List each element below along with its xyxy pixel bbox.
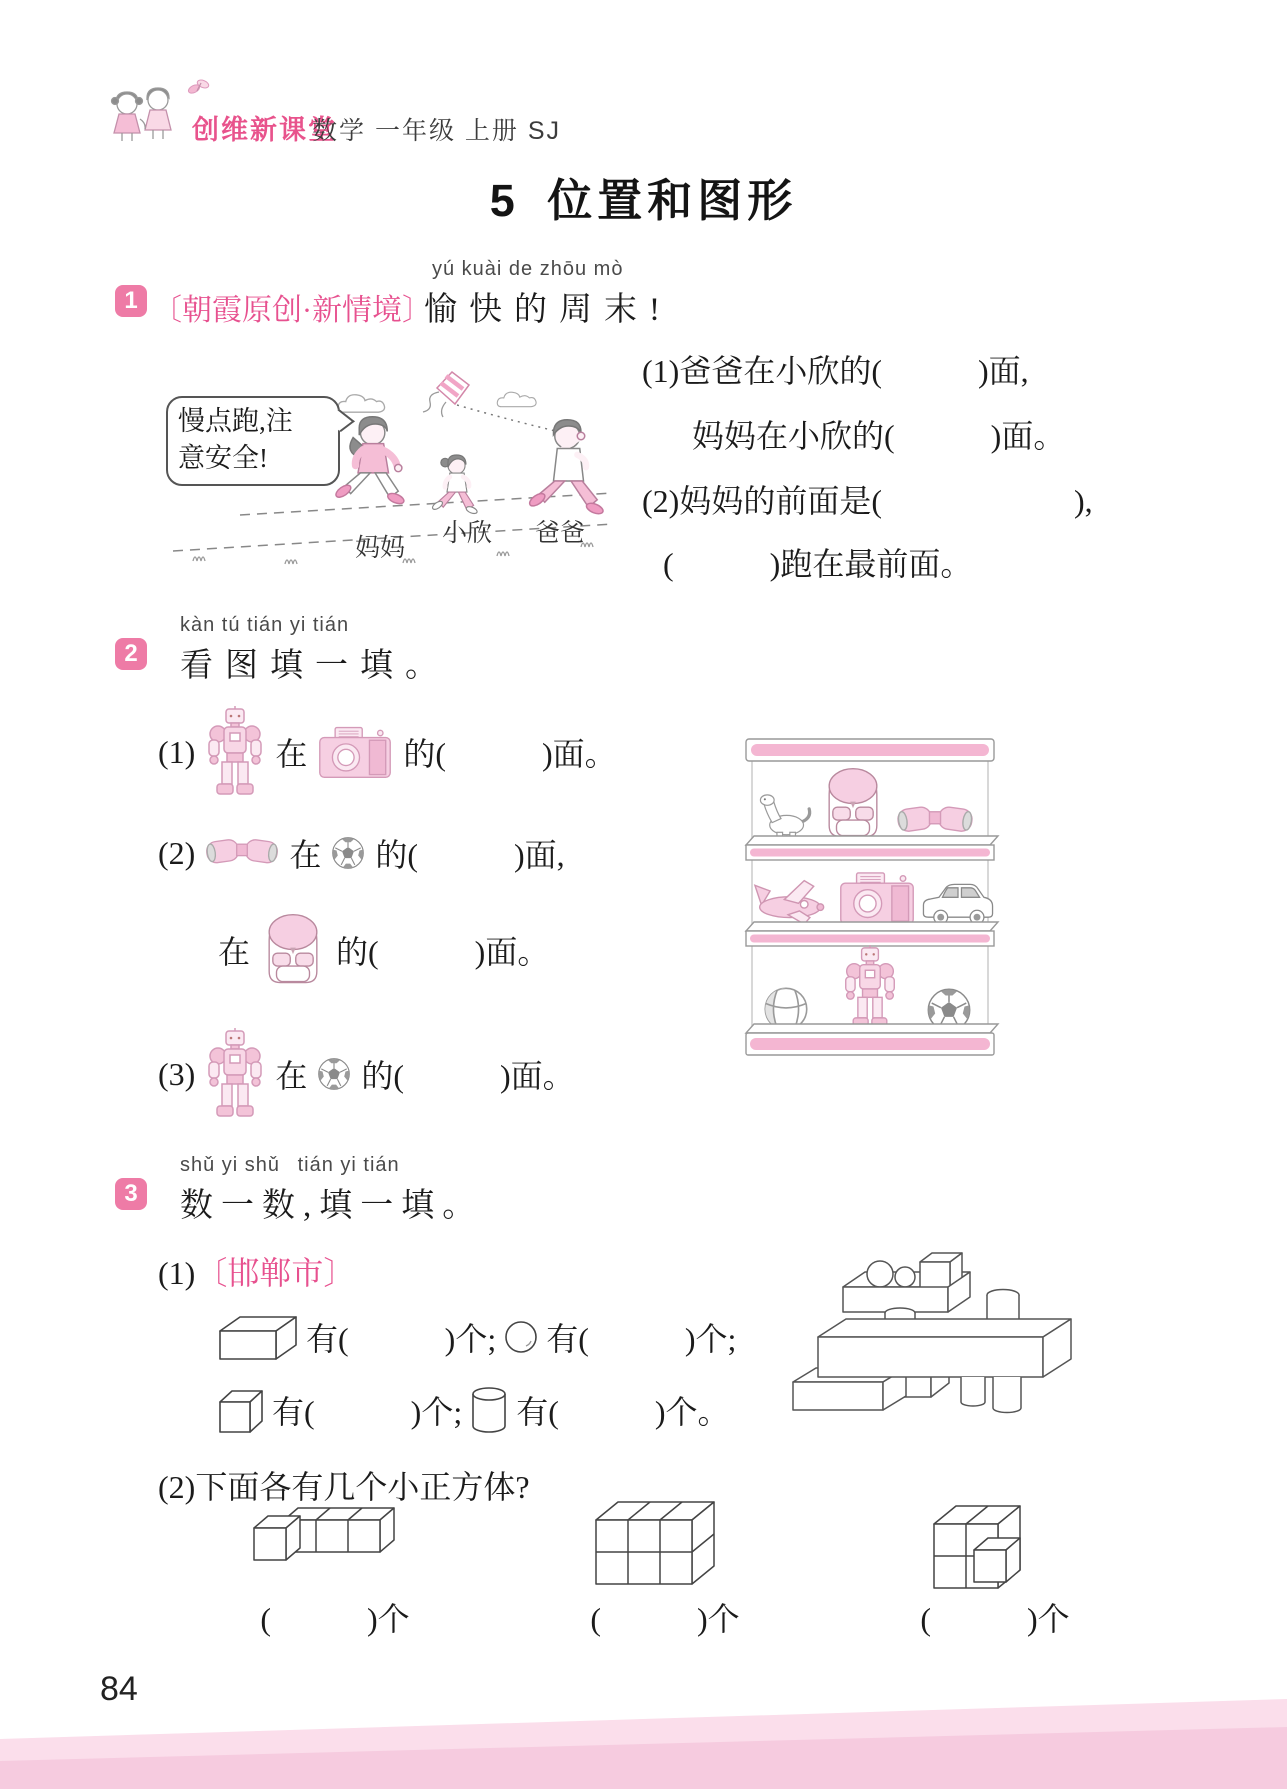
q2-row2	[158, 830, 565, 876]
q3-seg1: 有( )个;	[306, 1321, 497, 1357]
q3-part1-num: (1)	[158, 1255, 196, 1291]
page-title: 5 位置和图形	[489, 175, 798, 226]
camera-icon	[841, 873, 913, 924]
q3-shapes-row1	[218, 1313, 736, 1361]
binoculars-icon	[897, 806, 974, 833]
robot-icon	[205, 706, 265, 798]
robot-icon	[205, 1028, 265, 1120]
q3-count-c: ( )个	[920, 1601, 1070, 1637]
q1-sub1-line2: 妈妈在小欣的( )面。	[692, 418, 1066, 454]
q2-row4	[158, 1028, 575, 1120]
speech-bubble-line2: 意安全!	[178, 443, 268, 473]
runner-xin	[431, 455, 478, 515]
q2-row4-tail: 的( )面。	[361, 1058, 575, 1094]
q1-sub2-line2: ( )跑在最前面。	[663, 546, 973, 582]
building-blocks-figure	[788, 1212, 1123, 1447]
runner-dad	[528, 420, 605, 516]
speech-bubble	[166, 396, 340, 486]
q2-row2-num: (2)	[158, 834, 196, 871]
binoculars-icon	[205, 830, 279, 876]
cube-figure-c	[926, 1486, 1044, 1604]
backpack-icon	[260, 909, 326, 990]
q2-row3-conj: 在	[218, 933, 251, 970]
cuboid-icon	[218, 1313, 298, 1361]
brand-title: 创维新课堂	[192, 115, 337, 145]
backpack-icon	[829, 769, 877, 837]
q1-sub2-line1: (2)妈妈的前面是( ),	[642, 483, 1093, 519]
q3-count-a: ( )个	[260, 1601, 410, 1637]
butterfly-icon	[187, 79, 210, 95]
robot-icon	[846, 945, 895, 1027]
q3-part1-tag: 〔邯郸市〕	[195, 1255, 356, 1291]
q1-source-tag: 〔朝霞原创·新情境〕	[152, 294, 432, 327]
car-icon	[923, 884, 992, 924]
q3-part1-label	[158, 1248, 355, 1294]
q3-pinyin: shǔ yi shǔ tián yi tián	[180, 1154, 400, 1176]
q3-count-b: ( )个	[590, 1601, 740, 1637]
q2-heading: 看图填一填。	[180, 648, 450, 684]
q2-row4-num: (3)	[158, 1055, 196, 1092]
q1-heading: 愉快的周末!	[424, 292, 672, 328]
toy-shelf	[740, 733, 1000, 1069]
shelf-board	[746, 836, 998, 860]
q1-badge: 1	[115, 285, 147, 317]
sphere-icon	[504, 1320, 538, 1354]
dinosaur-icon	[760, 795, 809, 841]
q2-row2-conj: 在	[289, 837, 322, 873]
q2-pinyin: kàn tú tián yi tián	[180, 614, 350, 636]
cylinder-icon	[470, 1384, 508, 1436]
q2-row3-tail: 的( )面。	[336, 933, 550, 970]
q2-row1-tail: 的( )面。	[403, 736, 617, 772]
q3-part2-question: (2)下面各有几个小正方体?	[158, 1469, 530, 1505]
q3-shapes-row2	[218, 1384, 730, 1436]
page-number: 84	[100, 1670, 138, 1708]
q3-heading: 数一数,填一填。	[180, 1188, 484, 1224]
q3-seg3: 有( )个;	[272, 1394, 463, 1430]
runner-mom	[334, 417, 405, 506]
camera-icon	[317, 724, 393, 780]
airplane-icon	[755, 881, 824, 925]
shelf-base	[746, 1024, 998, 1055]
q2-row1-num: (1)	[158, 733, 196, 770]
cube-figure-b	[588, 1492, 723, 1597]
header-subject: 数学 一年级 上册 SJ	[312, 117, 562, 145]
q2-row2-tail: 的( )面,	[375, 837, 565, 873]
q2-row1	[158, 706, 617, 798]
q3-badge: 3	[115, 1178, 147, 1210]
runner-label-mom: 妈妈	[355, 535, 406, 562]
speech-bubble-line1: 慢点跑,注	[178, 406, 293, 436]
soccer-ball-icon	[317, 1057, 351, 1091]
q2-row4-conj: 在	[275, 1058, 308, 1094]
cube-figure-a	[248, 1502, 398, 1582]
shelf-board	[746, 922, 998, 946]
q1-pinyin: yú kuài de zhōu mò	[432, 258, 624, 280]
footer-band	[0, 1689, 1287, 1789]
q3-seg2: 有( )个;	[546, 1321, 737, 1357]
soccer-ball-icon	[331, 836, 365, 870]
q2-badge: 2	[115, 638, 147, 670]
q2-row1-conj: 在	[275, 736, 308, 772]
q3-seg4: 有( )个。	[516, 1394, 730, 1430]
runner-label-dad: 爸爸	[535, 520, 586, 547]
runner-label-xin: 小欣	[442, 520, 493, 547]
q2-row3	[218, 909, 549, 990]
cloud-icon	[497, 392, 536, 406]
q1-sub1-line1: (1)爸爸在小欣的( )面,	[642, 353, 1029, 389]
cloud-icon	[338, 395, 385, 412]
cube-icon	[218, 1386, 264, 1434]
